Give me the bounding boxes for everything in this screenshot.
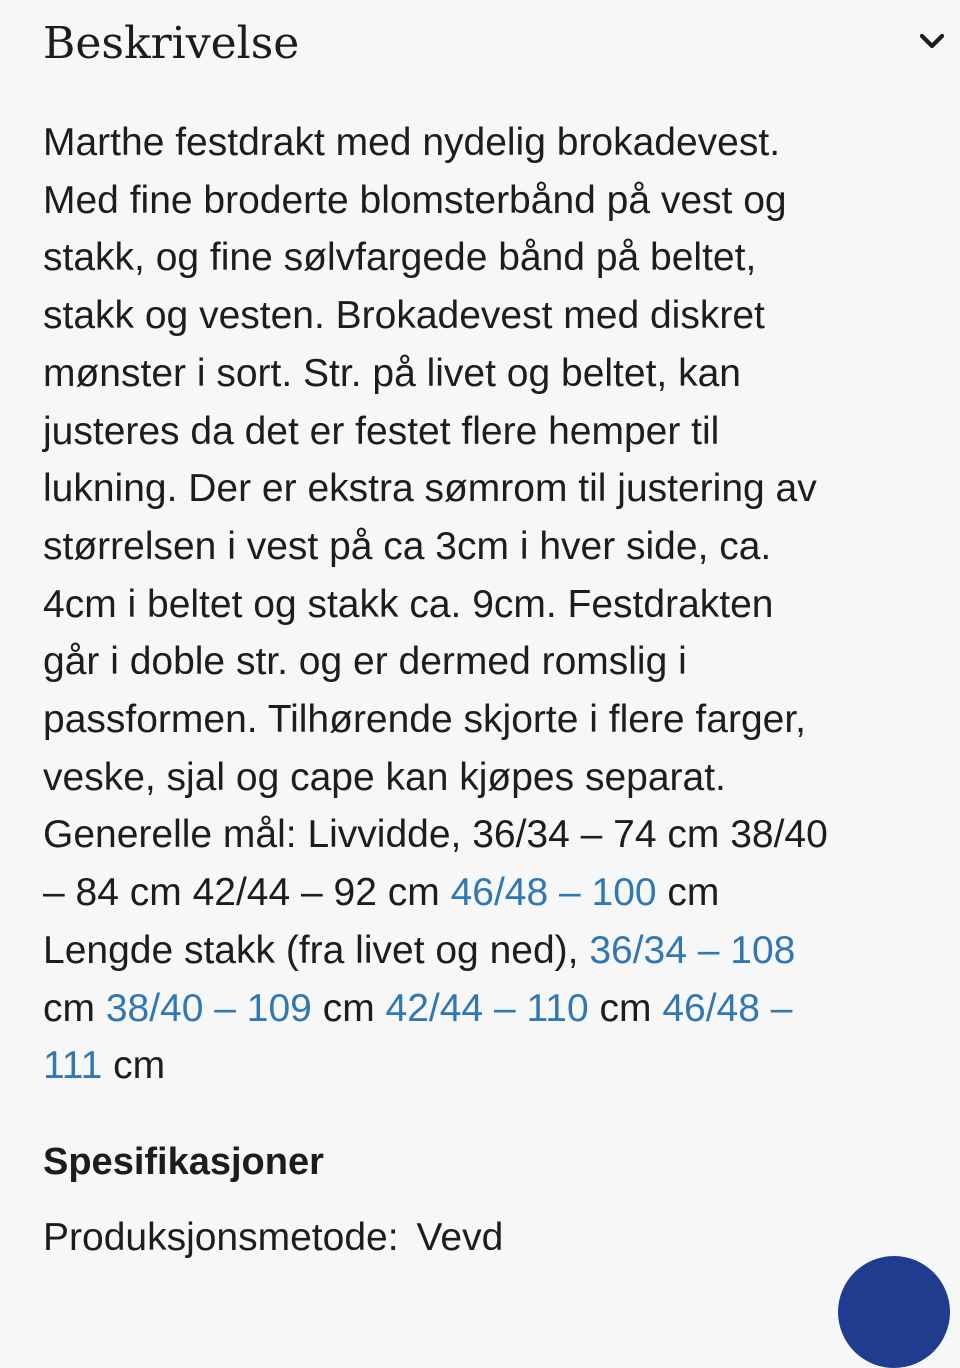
description-text: Generelle mål: Livvidde, 36/34 – 74 cm 38/40 (43, 813, 828, 857)
chevron-down-icon[interactable] (914, 24, 950, 60)
description-line (43, 287, 923, 345)
description-accordion-header[interactable] (0, 0, 960, 92)
description-text: Med fine broderte blomsterbånd på vest og (43, 178, 787, 222)
section-title: Beskrivelse (43, 18, 300, 69)
description-line (43, 1037, 923, 1095)
description-line (43, 229, 923, 287)
description-text: Marthe festdrakt med nydelig brokadevest. (43, 121, 781, 164)
description-link[interactable]: 42/44 – 110 (385, 986, 589, 1030)
description-line (43, 691, 923, 749)
description-line (43, 806, 923, 864)
description-text: cm (102, 1044, 166, 1088)
description-text: lukning. Der er ekstra sømrom til justering av (43, 467, 817, 511)
description-line (43, 518, 923, 576)
description-text: cm (43, 986, 106, 1030)
description-line (43, 633, 923, 691)
description-text: cm (588, 986, 663, 1030)
description-line (43, 114, 923, 172)
description-line (43, 172, 923, 230)
chat-fab-button[interactable] (838, 1256, 950, 1368)
description-text: cm (656, 871, 720, 915)
product-description (43, 114, 923, 1095)
description-line (43, 922, 923, 980)
spec-label: Produksjonsmetode: (43, 1216, 399, 1259)
description-link[interactable]: 46/48 – (662, 986, 793, 1030)
description-line (43, 576, 923, 634)
spec-value: Vevd (416, 1216, 504, 1259)
description-text: – 84 cm 42/44 – 92 cm (43, 871, 451, 915)
description-line (43, 403, 923, 461)
description-text: cm (311, 986, 386, 1030)
description-text: 4cm i beltet og stakk ca. 9cm. Festdrakten (43, 582, 774, 626)
specifications-heading: Spesifikasjoner (43, 1141, 324, 1183)
description-link[interactable]: 36/34 – 108 (589, 928, 796, 972)
description-text: stakk og vesten. Brokadevest med diskret (43, 294, 765, 338)
description-link[interactable]: 111 (43, 1044, 103, 1088)
description-line (43, 980, 923, 1038)
description-line (43, 460, 923, 518)
description-link[interactable]: 38/40 – 109 (105, 986, 312, 1030)
description-text: går i doble str. og er dermed romslig i (43, 640, 687, 684)
description-line (43, 749, 923, 807)
description-text: justeres da det er festet flere hemper til (43, 409, 720, 453)
description-text: størrelsen i vest på ca 3cm i hver side, ca. (43, 524, 772, 568)
description-text: veske, sjal og cape kan kjøpes separat. (43, 755, 726, 799)
description-line (43, 345, 923, 403)
description-text: Lengde stakk (fra livet og ned), (43, 928, 590, 972)
spec-row-production-method (43, 1210, 503, 1266)
description-link[interactable]: 46/48 – 100 (450, 871, 657, 915)
description-text: passformen. Tilhørende skjorte i flere farger, (43, 698, 806, 742)
description-text: stakk, og fine sølvfargede bånd på beltet, (43, 236, 757, 280)
description-text: mønster i sort. Str. på livet og beltet, kan (43, 351, 741, 395)
description-line (43, 864, 923, 922)
